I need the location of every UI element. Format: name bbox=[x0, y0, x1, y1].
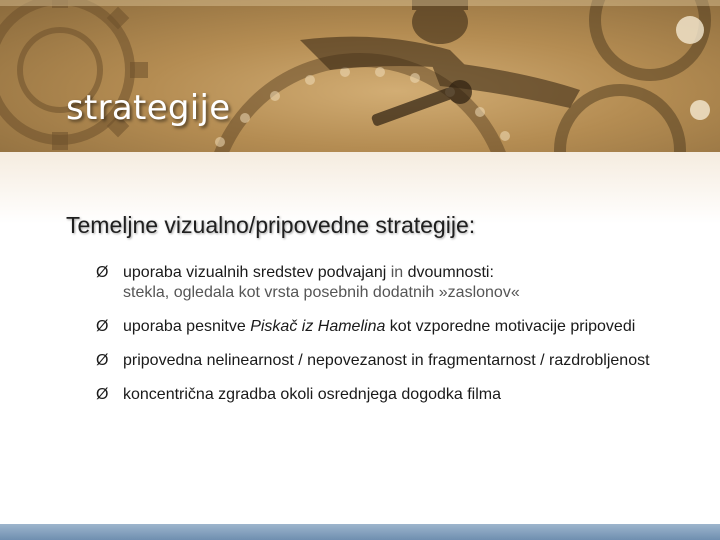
bullet-item-3 bbox=[96, 351, 676, 371]
header-banner-image bbox=[0, 0, 720, 152]
gears-illustration bbox=[0, 0, 720, 152]
arrow-bullet-icon: Ø bbox=[96, 352, 109, 369]
bullet-1-line-2: stekla, ogledala kot vrsta posebnih dodatnih »zaslonov« bbox=[123, 284, 520, 301]
bullet-4-text: koncentrična zgradba okoli osrednjega dogodka filma bbox=[123, 386, 502, 403]
bullet-item-2 bbox=[96, 317, 676, 337]
bullet-1-text-c: dvoumnosti: bbox=[403, 264, 494, 281]
bullet-2-text-b: kot vzporedne motivacije pripovedi bbox=[385, 318, 636, 335]
arrow-bullet-icon: Ø bbox=[96, 386, 109, 403]
bullet-list bbox=[96, 263, 676, 419]
bullet-1-text-a: uporaba vizualnih sredstev podvajanj bbox=[123, 264, 391, 281]
arrow-bullet-icon: Ø bbox=[96, 264, 109, 281]
section-heading: Temeljne vizualno/pripovedne strategije: bbox=[66, 212, 476, 238]
bullet-2-text-a: uporaba pesnitve bbox=[123, 318, 251, 335]
bullet-3-text: pripovedna nelinearnost / nepovezanost in fragmentarnost / razdrobljenost bbox=[123, 352, 650, 369]
bullet-1-text-b: in bbox=[390, 264, 404, 281]
bullet-item-4 bbox=[96, 385, 676, 405]
bullet-item-1 bbox=[96, 263, 676, 303]
arrow-bullet-icon: Ø bbox=[96, 318, 109, 335]
footer-bar bbox=[0, 524, 720, 540]
slide-title: strategije bbox=[66, 88, 231, 128]
bullet-2-italic-title: Piskač iz Hamelina bbox=[250, 318, 386, 335]
